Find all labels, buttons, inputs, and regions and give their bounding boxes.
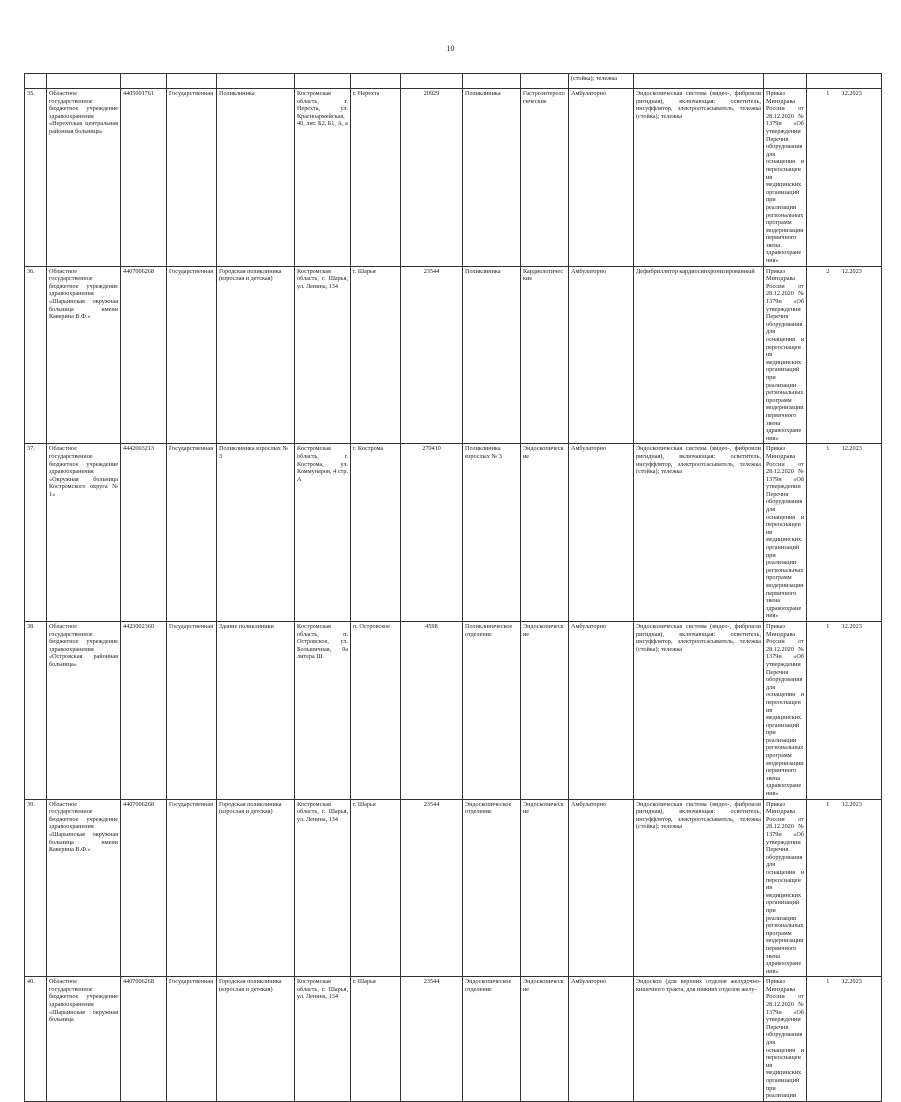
cell-date: 12.2023: [841, 800, 862, 808]
cell-care-type: Амбулаторно: [569, 977, 634, 1102]
cell-population: 23544: [401, 266, 463, 444]
cell-profile: Эндоскопические: [521, 977, 569, 1102]
cell-basis: Приказ Минздрава России от 28.12.2020 № 1379н «Об утверждении Перечня оборудования для оснащения и переоснащения медицинских организаций при реализации региональных программ модернизации первичного звена здравоохранения»: [764, 621, 807, 799]
cell-unit: Поликлиника: [463, 266, 521, 444]
cell-quantity-date: [807, 977, 882, 1102]
cell-basis: Приказ Минздрава России от 28.12.2020 № 1379н «Об утверждении Перечня оборудования для оснащения и переоснащения медицинских организаций при реализации: [764, 977, 807, 1102]
cell-quantity-date: [807, 799, 882, 977]
equipment-register-table: [24, 73, 882, 1102]
cell-unit: Эндоскопическое отделение: [463, 799, 521, 977]
cell-quantity: 1: [826, 978, 830, 986]
cell-quantity: 1: [826, 445, 830, 453]
cell-ownership: Государственная: [167, 799, 217, 977]
cell-quantity: 1: [826, 800, 830, 808]
cell-population: 270410: [401, 444, 463, 622]
table-row: [25, 977, 882, 1102]
cell-index: 40.: [25, 977, 47, 1102]
cell-building: Городская поликлиника (взрослая и детская): [217, 799, 295, 977]
cell-equipment: (стойка); тележка: [569, 74, 634, 89]
cell-basis: Приказ Минздрава России от 28.12.2020 № 1379н «Об утверждении Перечня оборудования для оснащения и переоснащения медицинских организаций при реализации региональных программ модернизации первичного звена здравоохранения»: [764, 799, 807, 977]
cell-building: Поликлиника взрослых № 3: [217, 444, 295, 622]
cell-profile: Гастроэнтерологические: [521, 89, 569, 267]
cell-index: 35.: [25, 89, 47, 267]
cell-organization: Областное государственное бюджетное учреждение здравоохранения «Нерехтская центральная районная больница»: [47, 89, 121, 267]
cell-index: 39.: [25, 799, 47, 977]
cell-ownership: Государственная: [167, 977, 217, 1102]
table-row: [25, 444, 882, 622]
cell-address: Костромская область, г. Шарья, ул. Ленина, 134: [295, 799, 351, 977]
cell-inn: 4407006268: [121, 977, 167, 1102]
cell-profile: Эндоскопические: [521, 621, 569, 799]
cell-quantity: 2: [826, 267, 830, 275]
cell-settlement: п. Островское: [351, 621, 401, 799]
cell-equipment: Дефибриллятор кардиосинхронизированный: [634, 266, 764, 444]
cell-quantity-date: [807, 444, 882, 622]
cell-basis: Приказ Минздрава России от 28.12.2020 № 1379н «Об утверждении Перечня оборудования для оснащения и переоснащения медицинских организаций при реализации региональных программ модернизации первичного звена здравоохранения»: [764, 444, 807, 622]
cell-address: Костромская область, п. Островское, ул. Большичная, 9а литера Ш: [295, 621, 351, 799]
cell-basis: Приказ Минздрава России от 28.12.2020 № 1379н «Об утверждении Перечня оборудования для оснащения и переоснащения медицинских организаций при реализации региональных программ модернизации первичного звена здравоохранения»: [764, 266, 807, 444]
cell-quantity-date: [807, 621, 882, 799]
table-row: [25, 266, 882, 444]
cell-index: 37.: [25, 444, 47, 622]
page-number: 10: [446, 44, 455, 53]
table-row: [25, 89, 882, 267]
cell-building: Поликлиника: [217, 89, 295, 267]
cell-address: Костромская область, г. Шарья, ул. Ленина, 134: [295, 266, 351, 444]
cell-organization: Областное государственное бюджетное учреждение здравоохранения «Шарьинская окружная больница имени Каверина В.Ф.»: [47, 799, 121, 977]
cell-organization: Областное государственное бюджетное учреждение здравоохранения «Островская районная больница»: [47, 621, 121, 799]
cell-care-type: Амбулаторно: [569, 89, 634, 267]
cell-basis: Приказ Минздрава России от 28.12.2020 № 1379н «Об утверждении Перечня оборудования для оснащения и переоснащения медицинских организаций при реализации региональных программ модернизации первичного звена здравоохранения»: [764, 89, 807, 267]
cell-population: 4598: [401, 621, 463, 799]
cell-population: 20929: [401, 89, 463, 267]
cell-unit: Эндоскопическое отделение: [463, 977, 521, 1102]
cell-care-type: Амбулаторно: [569, 266, 634, 444]
table-row: [25, 621, 882, 799]
cell-ownership: Государственная: [167, 621, 217, 799]
cell-equipment: Эндоскопическая система (видео-, фиброили ригидная), включающая: осветитель, инсуффлятор, электроотсасыватель, тележка (стойка); тележка: [634, 799, 764, 977]
cell-date: 12.2023: [841, 90, 862, 97]
cell-equipment: Эндоскопическая система (видео-, фиброили ригидная), включающая: осветитель, инсуффлятор, электроотсасыватель, тележка (стойка); тележка: [634, 621, 764, 799]
cell-population: 23544: [401, 799, 463, 977]
cell-quantity-date: [807, 266, 882, 444]
cell-building: Здание поликлиники: [217, 621, 295, 799]
cell-profile: Кардиологические: [521, 266, 569, 444]
cell-ownership: Государственная: [167, 266, 217, 444]
cell-care-type: Амбулаторно: [569, 444, 634, 622]
cell-profile: Эндоскопические: [521, 799, 569, 977]
cell-inn: 4405001761: [121, 89, 167, 267]
cell-date: 12.2023: [841, 622, 862, 630]
cell-unit: Поликлиническое отделение: [463, 621, 521, 799]
cell-date: 12.2023: [841, 267, 862, 275]
cell-address: Костромская область, г. Кострома, ул. Коммунаров, 4 стр. А: [295, 444, 351, 622]
cell-settlement: г. Шарья: [351, 266, 401, 444]
cell-care-type: Амбулаторно: [569, 799, 634, 977]
cell-settlement: г. Шарья: [351, 799, 401, 977]
table-row: [25, 799, 882, 977]
cell-settlement: г. Шарья: [351, 977, 401, 1102]
cell-organization: Областное государственное бюджетное учреждение здравоохранения «Шарьинская окружная больница имени Каверина В.Ф.»: [47, 266, 121, 444]
cell-index: 38.: [25, 621, 47, 799]
cell-quantity: 1: [826, 622, 830, 630]
cell-population: 23544: [401, 977, 463, 1102]
cell-unit: Поликлиника взрослых № 3: [463, 444, 521, 622]
cell-building: Городская поликлиника (взрослая и детская): [217, 266, 295, 444]
table-row-continued: [25, 74, 882, 89]
cell-profile: Эндоскопические: [521, 444, 569, 622]
cell-address: Костромская область, г. Шарья, ул. Ленина, 134: [295, 977, 351, 1102]
cell-settlement: г. Нерехта: [351, 89, 401, 267]
cell-care-type: Амбулаторно: [569, 621, 634, 799]
cell-date: 12.2023: [841, 445, 862, 453]
cell-ownership: Государственная: [167, 89, 217, 267]
cell-building: Городская поликлиника (взрослая и детская): [217, 977, 295, 1102]
cell-ownership: Государственная: [167, 444, 217, 622]
cell-inn: 4407006268: [121, 266, 167, 444]
cell-address: Костромская область, г. Нерехта, ул. Красноармейская, 40, лит. Б2, Б1, А, а: [295, 89, 351, 267]
cell-inn: 4442003213: [121, 444, 167, 622]
cell-organization: Областное государственное бюджетное учреждение здравоохранения «Окружная больница Костромского округа № 1»: [47, 444, 121, 622]
cell-settlement: г. Кострома: [351, 444, 401, 622]
cell-index: 36.: [25, 266, 47, 444]
cell-organization: Областное государственное бюджетное учреждение здравоохранения «Шарьинская окружная больница: [47, 977, 121, 1102]
cell-equipment: Эндоскопическая система (видео-, фиброили ригидная), включающая: осветитель, инсуффлятор, электроотсасыватель, тележка (стойка); тележка: [634, 444, 764, 622]
cell-equipment: Эндоскоп (для верхних отделов желудочно-кишечного тракта, для нижних отделов желу-: [634, 977, 764, 1102]
cell-quantity: 1: [826, 90, 830, 97]
cell-equipment: Эндоскопическая система (видео-, фиброили ригидная), включающая: осветитель, инсуффлятор, электроотсасыватель, тележка (стойка); тележка: [634, 89, 764, 267]
cell-quantity-date: [807, 89, 882, 267]
cell-date: 12.2023: [841, 978, 862, 986]
cell-inn: 4407006268: [121, 799, 167, 977]
cell-inn: 4423002360: [121, 621, 167, 799]
cell-unit: Поликлиника: [463, 89, 521, 267]
